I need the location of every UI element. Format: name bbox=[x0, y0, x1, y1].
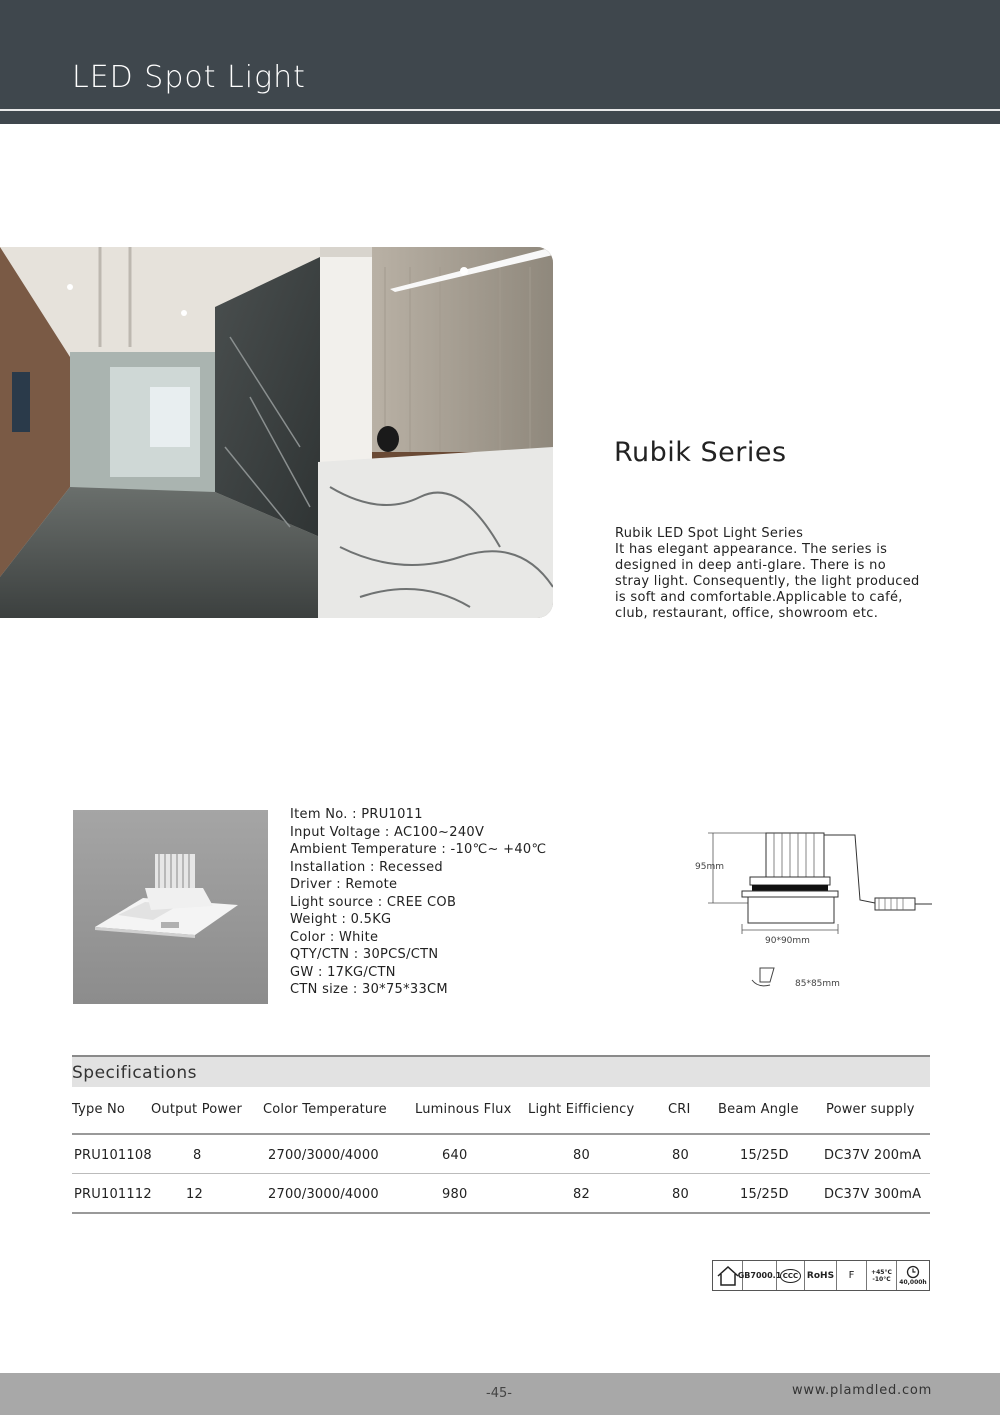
dimension-diagram bbox=[690, 820, 940, 1005]
description-line: is soft and comfortable.Applicable to café, bbox=[615, 590, 903, 605]
hero-interior-photo bbox=[0, 247, 553, 618]
column-header: Light Eifficiency bbox=[528, 1102, 635, 1117]
f-mark-icon bbox=[837, 1261, 867, 1290]
specifications-title: Specifications bbox=[72, 1063, 198, 1083]
ccc-icon bbox=[777, 1261, 805, 1290]
page-footer bbox=[0, 1373, 1000, 1415]
spec-item: Input Voltage : AC100~240V bbox=[290, 824, 485, 840]
table-cell: PRU101112 bbox=[74, 1187, 152, 1202]
spec-item: Color : White bbox=[290, 929, 379, 945]
table-row bbox=[72, 1135, 930, 1174]
spec-item: Item No. : PRU1011 bbox=[290, 807, 423, 822]
column-header: Output Power bbox=[151, 1102, 242, 1117]
specifications-bar bbox=[72, 1055, 930, 1087]
specifications-table bbox=[72, 1097, 930, 1214]
ccc-label: CCC bbox=[780, 1269, 801, 1283]
page-number: -45- bbox=[486, 1386, 512, 1401]
product-spec-list bbox=[290, 806, 546, 999]
column-header: CRI bbox=[668, 1102, 691, 1117]
table-row bbox=[72, 1174, 930, 1214]
spec-item: GW : 17KG/CTN bbox=[290, 964, 396, 980]
column-header: Color Temperature bbox=[263, 1102, 387, 1117]
spec-item: Ambient Temperature : -10℃~ +40℃ bbox=[290, 842, 547, 857]
table-header-row bbox=[72, 1097, 930, 1135]
gb-standard-badge: GB7000.1 bbox=[743, 1261, 777, 1290]
table-cell: PRU101108 bbox=[74, 1148, 152, 1163]
table-cell: 80 bbox=[672, 1148, 689, 1163]
height-dimension-label: 95mm bbox=[695, 862, 724, 872]
table-cell: 15/25D bbox=[740, 1148, 789, 1163]
spec-item: Light source : CREE COB bbox=[290, 894, 457, 910]
table-cell: 82 bbox=[573, 1187, 590, 1202]
spec-item: Driver : Remote bbox=[290, 877, 398, 892]
description-line: club, restaurant, office, showroom etc. bbox=[615, 606, 879, 621]
table-cell: 12 bbox=[186, 1187, 203, 1202]
temp-high-label: +45°C bbox=[871, 1268, 892, 1276]
table-cell: 2700/3000/4000 bbox=[268, 1187, 379, 1202]
lifetime-clock-icon bbox=[897, 1261, 929, 1290]
header-divider bbox=[0, 109, 1000, 111]
series-description bbox=[615, 526, 945, 622]
width-dimension-label: 90*90mm bbox=[765, 936, 810, 946]
cutout-dimension-label: 85*85mm bbox=[795, 979, 840, 989]
rohs-badge: RoHS bbox=[805, 1261, 837, 1290]
table-cell: 2700/3000/4000 bbox=[268, 1148, 379, 1163]
page-title: LED Spot Light bbox=[72, 60, 306, 95]
column-header: Beam Angle bbox=[718, 1102, 799, 1117]
table-cell: 80 bbox=[573, 1148, 590, 1163]
description-line: Rubik LED Spot Light Series bbox=[615, 526, 804, 541]
website-url: www.plamdled.com bbox=[792, 1383, 933, 1398]
spec-item: Installation : Recessed bbox=[290, 859, 443, 875]
spec-item: CTN size : 30*75*33CM bbox=[290, 982, 448, 997]
description-line: stray light. Consequently, the light produced bbox=[615, 574, 920, 589]
spec-item: Weight : 0.5KG bbox=[290, 912, 392, 927]
table-cell: DC37V 300mA bbox=[824, 1187, 922, 1202]
product-photo bbox=[73, 810, 268, 1004]
table-cell: 8 bbox=[193, 1148, 202, 1163]
lifetime-label: 40,000h bbox=[899, 1278, 927, 1286]
spec-item: QTY/CTN : 30PCS/CTN bbox=[290, 947, 439, 962]
column-header: Type No bbox=[72, 1102, 126, 1117]
description-line: It has elegant appearance. The series is bbox=[615, 542, 888, 557]
table-cell: 15/25D bbox=[740, 1187, 789, 1202]
page-header bbox=[0, 0, 1000, 124]
series-title: Rubik Series bbox=[614, 437, 787, 468]
certification-strip bbox=[712, 1260, 930, 1291]
table-cell: 980 bbox=[442, 1187, 468, 1202]
description-line: designed in deep anti-glare. There is no bbox=[615, 558, 886, 573]
temp-low-label: -10°C bbox=[872, 1275, 891, 1283]
table-cell: 80 bbox=[672, 1187, 689, 1202]
f-mark-label: F bbox=[848, 1270, 855, 1281]
table-cell: DC37V 200mA bbox=[824, 1148, 922, 1163]
column-header: Luminous Flux bbox=[415, 1102, 512, 1117]
column-header: Power supply bbox=[826, 1102, 915, 1117]
table-cell: 640 bbox=[442, 1148, 468, 1163]
temperature-range-icon bbox=[867, 1261, 897, 1290]
